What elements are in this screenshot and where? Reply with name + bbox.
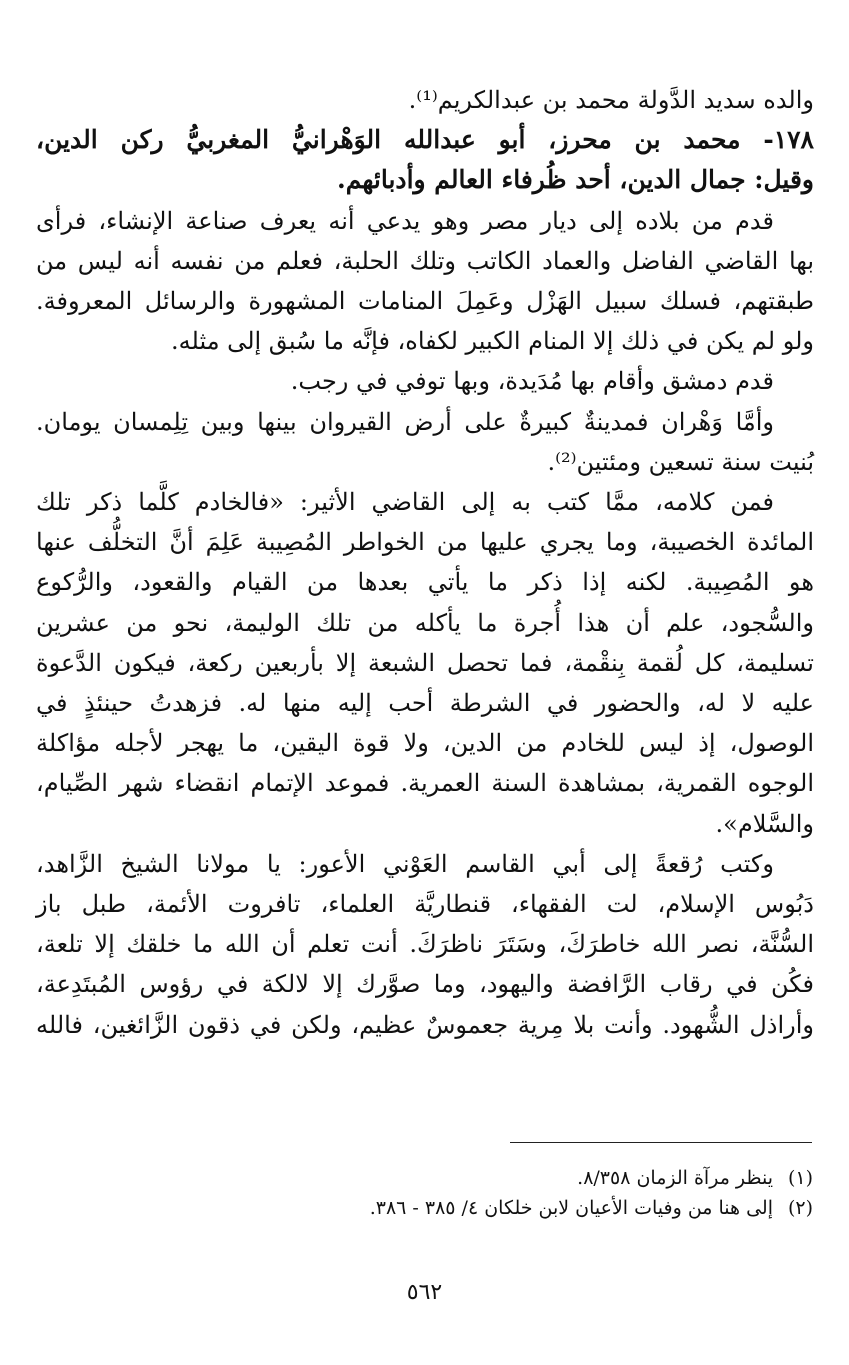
text-line: السُّنَّة، نصر الله خاطرَكَ، وسَتَرَ ناظرَكَ. أنت تعلم أن الله ما خلقك إلا تلعة، <box>36 930 814 959</box>
entry-heading: ١٧٨- محمد بن محرز، أبو عبدالله الوَهْرانيُّ المغربيُّ ركن الدين، <box>36 125 814 155</box>
text-line: والسَّلام». <box>715 809 814 838</box>
text-line: ولو لم يكن في ذلك إلا المنام الكبير لكفاه، فإنَّه ما سُبق إلى مثله. <box>171 327 814 356</box>
text-line: وأراذل الشُّهود. وأنت بلا مِرية جعموسٌ عظيم، ولكن في ذقون الزَّائغين، فالله <box>36 1010 814 1039</box>
page-number: ٥٦٢ <box>406 1280 443 1305</box>
text-line: والسُّجود، علم أن هذا أُجرة ما يأكله من تلك الوليمة، نحو من عشرين <box>36 608 814 637</box>
footnote-text: إلى هنا من وفيات الأعيان لابن خلكان ٤/ ٣٨٥ - ٣٨٦. <box>369 1197 773 1219</box>
footnote-number: (٢) <box>787 1197 813 1219</box>
text-line: طبقتهم، فسلك سبيل الهَزْل وعَمِلَ المنامات المشهورة والرسائل المعروفة. <box>36 287 814 316</box>
text-line: الوصول، إذ ليس للخادم من الدين، ولا قوة اليقين، ما يهجر لأجله مؤاكلة <box>36 729 814 758</box>
entry-heading: وقيل: جمال الدين، أحد ظُرفاء العالم وأدبائهم. <box>337 165 814 195</box>
text-line: قدم دمشق وأقام بها مُدَيدة، وبها توفي في رجب. <box>290 367 774 396</box>
text-line: بُنيت سنة تسعين ومئتين⁽²⁾. <box>547 447 814 476</box>
text-line: عليه لا له، والحضور في الشرطة أحب إليه منها له. فزهدتُ حينئذٍ في <box>36 689 814 718</box>
text-line: قدم من بلاده إلى ديار مصر وهو يدعي أنه يعرف صناعة الإنشاء، فرأى <box>36 206 774 235</box>
text-line: فمن كلامه، ممَّا كتب به إلى القاضي الأثير: «فالخادم كلَّما ذكر تلك <box>36 488 774 517</box>
text-line: المائدة الخصيبة، وما يجري عليها من الخواطر المُصِيبة عَلِمَ أنَّ التخلُّف عنها <box>36 528 814 557</box>
footnote-text: ينظر مرآة الزمان ٨/٣٥٨. <box>577 1167 773 1189</box>
text-line: وأمَّا وَهْران فمدينةٌ كبيرةٌ على أرض القيروان بينها وبين تِلِمسان يومان. <box>36 407 774 436</box>
text-line: بها القاضي الفاضل والعماد الكاتب وتلك الحلبة، فعلم من نفسه أنه ليس من <box>36 246 814 275</box>
main-text <box>36 80 814 1045</box>
text-line: والده سديد الدَّولة محمد بن عبدالكريم⁽¹⁾. <box>408 86 814 114</box>
text-line: دَبُوس الإسلام، لت الفقهاء، قنطاريَّة العلماء، تافروت الأئمة، طبل باز <box>36 890 814 919</box>
footnotes <box>113 1163 813 1223</box>
footnote <box>113 1193 813 1223</box>
text-line: تسليمة، كل لُقمة بِنقْمة، فما تحصل الشبعة إلا بأربعين ركعة، فيكون الدَّعوة <box>36 648 814 677</box>
text-line: هو المُصِيبة. لكنه إذا ذكر ما يأتي بعدها من القيام والقعود، والرُّكوع <box>36 568 814 597</box>
text-line: الوجوه القمرية، بمشاهدة السنة العمرية. فموعد الإتمام انقضاء شهر الصِّيام، <box>36 769 814 798</box>
footnote-divider <box>510 1142 812 1143</box>
footnote <box>113 1163 813 1193</box>
footnote-number: (١) <box>787 1167 813 1189</box>
text-line: فكُن في رقاب الرَّافضة واليهود، وما صوَّرك إلا لالكة في رؤوس المُبتَدِعة، <box>36 970 814 999</box>
text-line: وكتب رُقعةً إلى أبي القاسم العَوْني الأعور: يا مولانا الشيخ الزَّاهد، <box>36 849 774 878</box>
